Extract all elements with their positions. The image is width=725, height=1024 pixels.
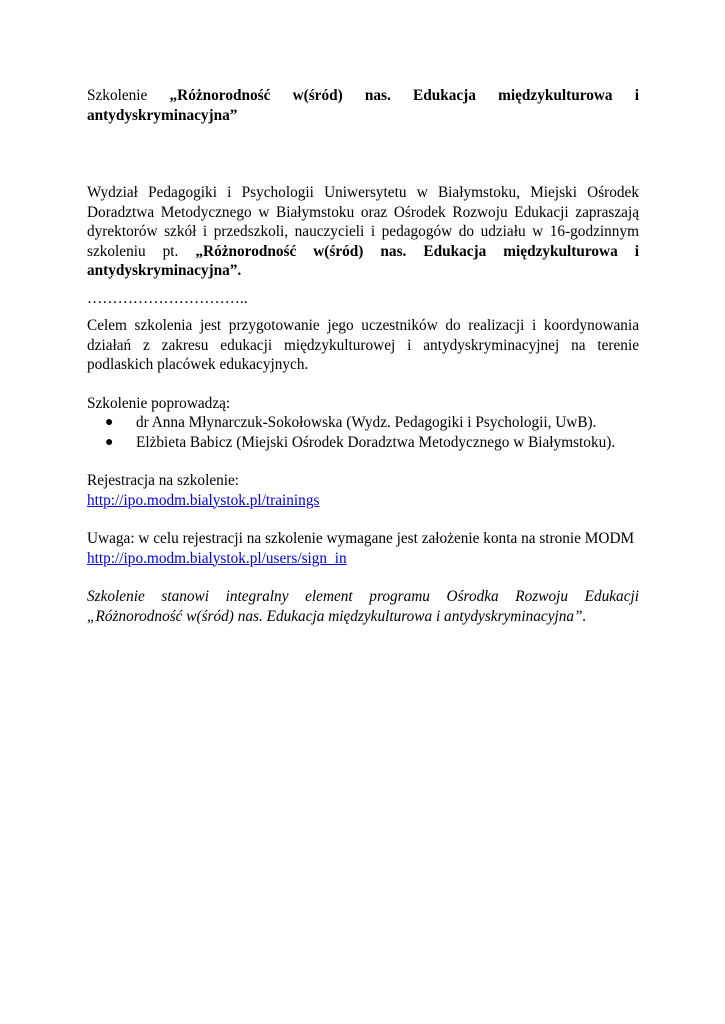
dots-separator: ………………………….. bbox=[87, 289, 248, 307]
notice-paragraph: Uwaga: w celu rejestracji na szkolenie wymagane jest założenie konta na stronie MODM bbox=[87, 530, 635, 547]
trainer-name: dr Anna Młynarczuk-Sokołowska (Wydz. Pedagogiki i Psychologii, UwB). bbox=[136, 414, 597, 431]
program-note: Szkolenie stanowi integralny element programu Ośrodka Rozwoju Edukacji „Różnorodność w(śród) nas. Edukacja międzykulturowa i antydyskryminacyjna”. bbox=[87, 588, 639, 625]
goal-paragraph: Celem szkolenia jest przygotowanie jego uczestników do realizacji i koordynowania działań z zakresu edukacji międzykulturowej i antydyskryminacyjnej na terenie podlaskich placówek edukacyjnych. bbox=[87, 317, 639, 373]
bullet-icon: ● bbox=[105, 434, 114, 450]
registration-link[interactable]: http://ipo.modm.bialystok.pl/trainings bbox=[87, 491, 320, 509]
title-prefix: Szkolenie bbox=[87, 87, 148, 104]
title-word-6: i bbox=[634, 87, 639, 104]
trainers-list bbox=[87, 413, 639, 452]
list-item bbox=[105, 413, 639, 433]
title-word-1: „Różnorodność bbox=[169, 87, 271, 104]
document-page bbox=[87, 86, 639, 626]
title-line-1 bbox=[87, 86, 639, 106]
title-word-3: nas. bbox=[364, 87, 391, 104]
intro-paragraph bbox=[87, 183, 639, 281]
trainers-heading: Szkolenie poprowadzą: bbox=[87, 394, 231, 412]
intro-text: Wydział Pedagogiki i Psychologii Uniwersytetu w Białymstoku, Miejski Ośrodek Doradztwa Metodycznego w Białymstoku oraz Ośrodek Rozwoju Edukacji zapraszają dyrektorów szkół i przedszkoli, nauczycieli i pedagogów do udziału w 16-godzinnym szkoleniu pt. bbox=[87, 184, 639, 260]
title-line-2: antydyskryminacyjna” bbox=[87, 106, 238, 124]
trainer-name: Elżbieta Babicz (Miejski Ośrodek Doradztwa Metodycznego w Białymstoku). bbox=[136, 433, 616, 451]
title-word-5: międzykulturowa bbox=[498, 87, 613, 104]
title-word-2: w(śród) bbox=[292, 87, 343, 104]
title-word-4: Edukacja bbox=[413, 87, 476, 104]
registration-label: Rejestracja na szkolenie: bbox=[87, 472, 240, 489]
document-title bbox=[87, 86, 639, 125]
list-item bbox=[105, 433, 639, 453]
sign-in-link[interactable]: http://ipo.modm.bialystok.pl/users/sign_in bbox=[87, 549, 347, 567]
intro-training-name: „Różnorodność w(śród) nas. Edukacja międzykulturowa i antydyskryminacyjna”. bbox=[87, 242, 639, 279]
bullet-icon: ● bbox=[105, 415, 114, 430]
